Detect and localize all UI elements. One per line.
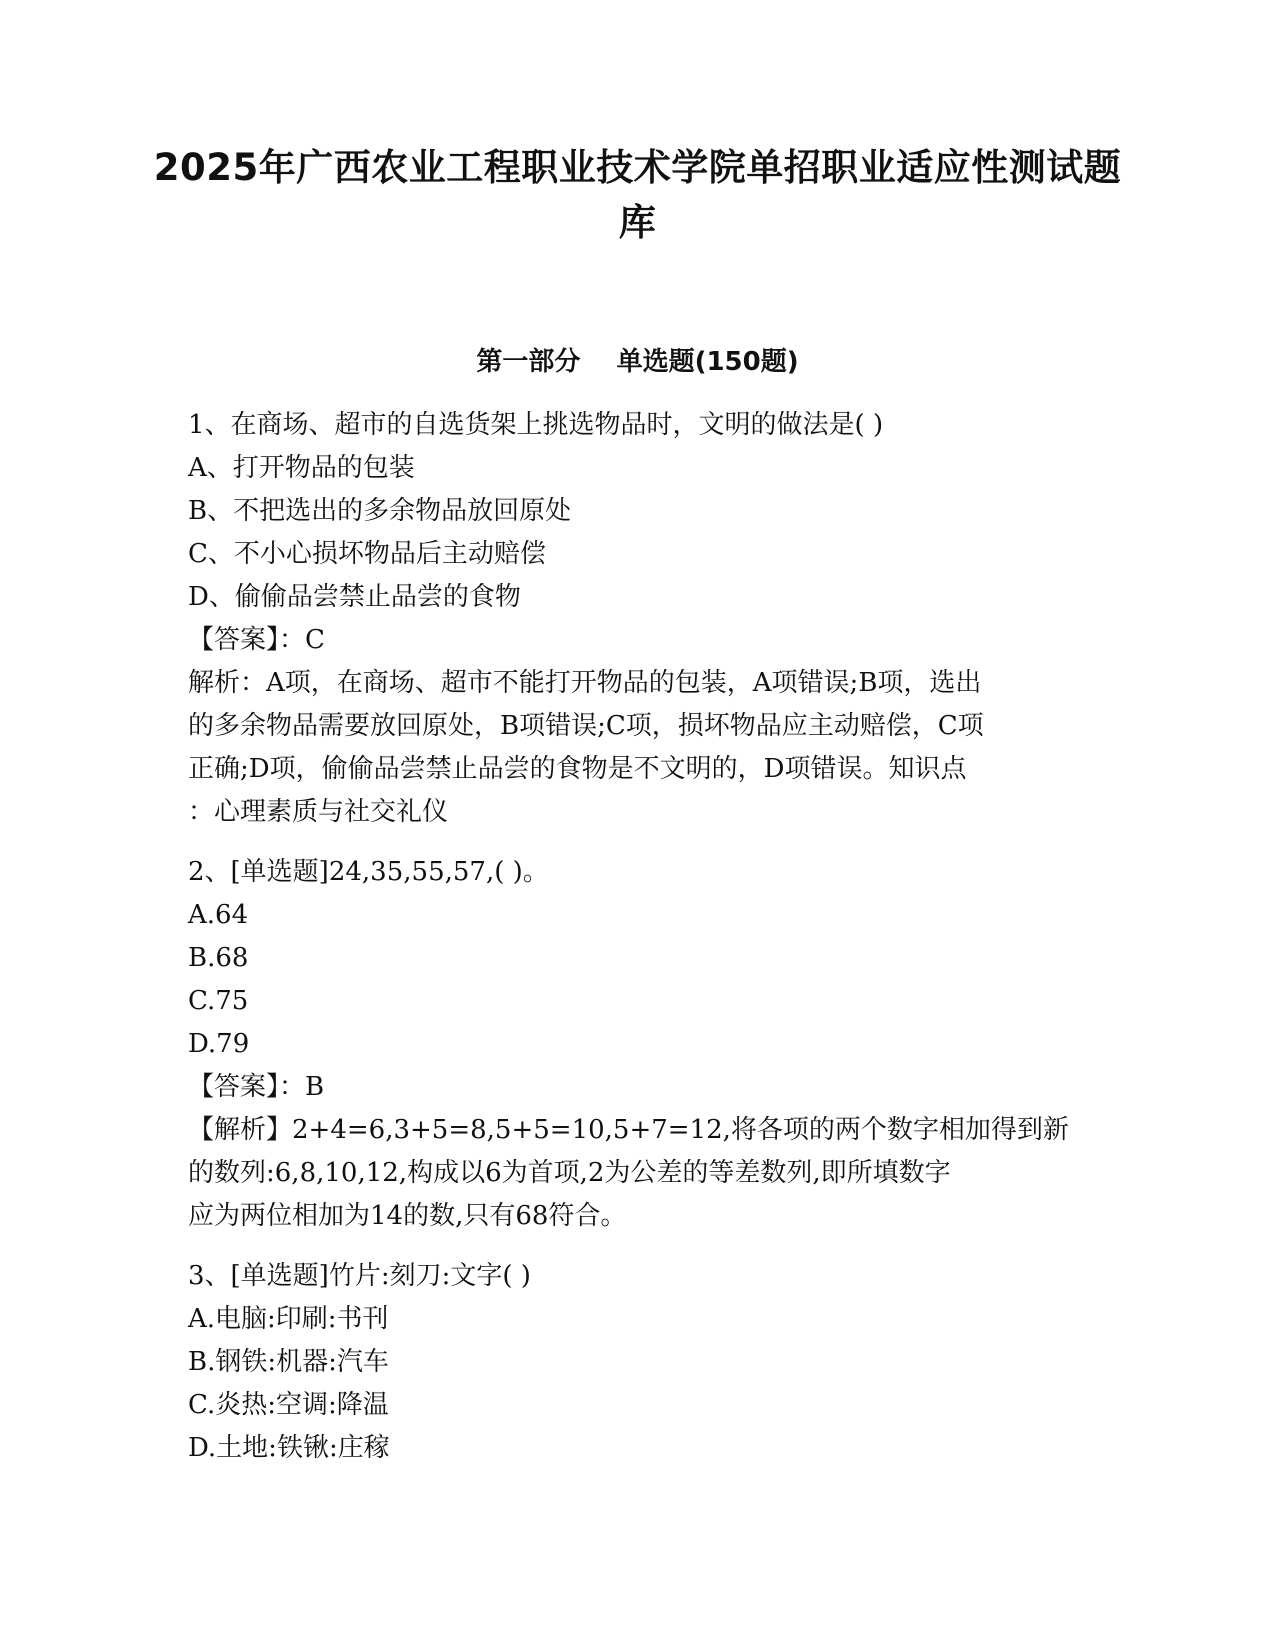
question-stem: 1、在商场、超市的自选货架上挑选物品时，文明的做法是( ) <box>188 410 884 440</box>
question-list <box>188 404 1088 1470</box>
analysis-line: 的数列:6,8,10,12,构成以6为首项,2为公差的等差数列,即所填数字 <box>188 1158 951 1188</box>
option-d: D.土地:铁锹:庄稼 <box>188 1433 390 1463</box>
analysis-line: 正确;D项，偷偷品尝禁止品尝的食物是不文明的，D项错误。知识点 <box>188 754 967 784</box>
answer: 【答案】：B <box>188 1072 325 1102</box>
option-c: C.75 <box>188 986 249 1016</box>
option-d: D.79 <box>188 1029 250 1059</box>
answer: 【答案】：C <box>188 625 325 655</box>
question-1 <box>188 404 1088 834</box>
option-c: C、不小心损坏物品后主动赔偿 <box>188 539 546 569</box>
option-b: B、不把选出的多余物品放回原处 <box>188 496 572 526</box>
option-b: B.钢铁:机器:汽车 <box>188 1347 389 1377</box>
question-gap <box>188 834 1088 851</box>
analysis-line: 【解析】2+4=6,3+5=8,5+5=10,5+7=12,将各项的两个数字相加得到新 <box>188 1115 1069 1145</box>
option-c: C.炎热:空调:降温 <box>188 1390 389 1420</box>
option-b: B.68 <box>188 943 249 973</box>
option-a: A、打开物品的包装 <box>188 453 415 483</box>
analysis-line: 的多余物品需要放回原处，B项错误;C项，损坏物品应主动赔偿，C项 <box>188 711 984 741</box>
option-d: D、偷偷品尝禁止品尝的食物 <box>188 582 521 612</box>
option-a: A.64 <box>188 900 249 930</box>
option-a: A.电脑:印刷:书刊 <box>188 1304 389 1334</box>
analysis-line: ：心理素质与社交礼仪 <box>188 797 449 827</box>
section-heading: 第一部分 单选题(150题) <box>476 347 799 377</box>
question-gap <box>188 1238 1088 1255</box>
question-stem: 2、[单选题]24,35,55,57,( )。 <box>188 857 549 887</box>
question-2 <box>188 851 1088 1238</box>
document-title: 2025年广西农业工程职业技术学院单招职业适应性测试题库 <box>153 146 1122 244</box>
analysis-line: 应为两位相加为14的数,只有68符合。 <box>188 1201 627 1231</box>
question-stem: 3、[单选题]竹片:刻刀:文字( ) <box>188 1261 531 1291</box>
analysis-line: 解析：A项，在商场、超市不能打开物品的包装，A项错误;B项，选出 <box>188 668 982 698</box>
question-3 <box>188 1255 1088 1470</box>
